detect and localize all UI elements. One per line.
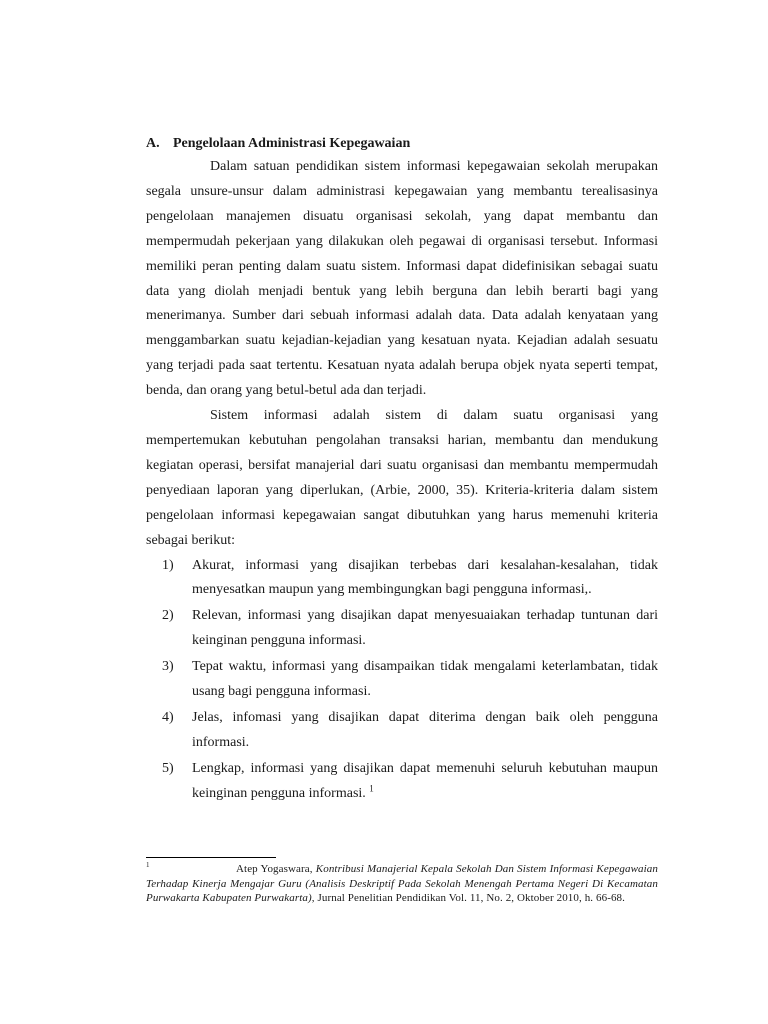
list-item-text-content: Lengkap, informasi yang disajikan dapat memenuhi seluruh kebutuhan maupun keinginan pengguna informasi.: [192, 760, 658, 801]
criteria-list: [146, 554, 658, 807]
list-item-text: [192, 757, 658, 807]
list-item-number: 2): [162, 608, 174, 624]
footnote-reference[interactable]: 1: [369, 783, 374, 793]
paragraph-2: Sistem informasi adalah sistem di dalam suatu organisasi yang mempertemukan kebutuhan pengolahan transaksi harian, membantu dan mendukung kegiatan operasi, bersifat manajerial dari suatu organisasi dan membantu mempermudah penyediaan laporan yang diperlukan, (Arbie, 2000, 35). Kriteria-kriteria dalam sistem pengelolaan informasi kepegawaian sangat dibutuhkan yang harus memenuhi kriteria sebagai berikut:: [146, 408, 658, 548]
list-item: [146, 604, 658, 654]
list-item-number: 5): [162, 760, 174, 776]
list-item-text: Jelas, infomasi yang disajikan dapat diterima dengan baik oleh pengguna informasi.: [192, 709, 658, 750]
list-item: [146, 757, 658, 807]
main-content: [146, 134, 658, 808]
list-item-number: 4): [162, 709, 174, 725]
footnote-author: Atep Yogaswara,: [236, 863, 313, 875]
list-item-text: Akurat, informasi yang disajikan terbebas dari kesalahan-kesalahan, tidak menyesatkan maupun yang membingungkan bagi pengguna informasi,.: [192, 557, 658, 598]
footnote-separator: [146, 857, 276, 858]
footnote-source: Jurnal Penelitian Pendidikan Vol. 11, No. 2, Oktober 2010, h. 66-68.: [317, 892, 626, 904]
list-item: [146, 655, 658, 705]
paragraph-1: Dalam satuan pendidikan sistem informasi kepegawaian sekolah merupakan segala unsure-unsur dalam administrasi kepegawaian yang membantu terealisasinya pengelolaan manajemen disuatu organisasi sekolah, yang dapat membantu dan mempermudah pekerjaan yang dilakukan oleh pegawai di organisasi tersebut. Informasi memiliki peran penting dalam suatu sistem. Informasi dapat didefinisikan sebagai suatu data yang diolah menjadi bentuk yang lebih berguna dan lebih berarti bagi yang menerimanya. Sumber dari sebuah informasi adalah data. Data adalah kenyataan yang menggambarkan suatu kejadian-kejadian yang kesatuan nyata. Kejadian adalah sesuatu yang terjadi pada saat tertentu. Kesatuan nyata adalah berupa objek nyata seperti tempat, benda, dan orang yang betul-betul ada dan terjadi.: [146, 159, 658, 399]
footnote-title: Kontribusi Manajerial Kepala Sekolah Dan Sistem Informasi Kepegawaian Terhadap Kinerja Mengajar Guru (Analisis Deskriptif Pada Sekolah Menengah Pertama Negeri Di Kecamatan Purwakarta Kabupaten Purwakarta),: [146, 863, 658, 904]
list-item-text: Relevan, informasi yang disajikan dapat menyesuaiakan terhadap tuntunan dari keinginan pengguna informasi.: [192, 608, 658, 649]
list-item-text: Tepat waktu, informasi yang disampaikan tidak mengalami keterlambatan, tidak usang bagi pengguna informasi.: [192, 659, 658, 700]
footnote: 1 Atep Yogaswara, Kontribusi Manajerial Kepala Sekolah Dan Sistem Informasi Kepegawaian Terhadap Kinerja Mengajar Guru (Analisis Deskriptif Pada Sekolah Menengah Pertama Negeri Di Kecamatan Purwakarta Kabupaten Purwakarta), Jurnal Penelitian Pendidikan Vol. 11, No. 2, Oktober 2010, h. 66-68.: [146, 861, 658, 904]
list-item-number: 1): [162, 557, 174, 573]
list-item: [146, 706, 658, 756]
section-heading: [146, 134, 658, 154]
section-title: Pengelolaan Administrasi Kepegawaian: [173, 136, 411, 151]
list-item: [146, 554, 658, 604]
list-item-number: 3): [162, 659, 174, 675]
section-number: A.: [146, 136, 160, 151]
